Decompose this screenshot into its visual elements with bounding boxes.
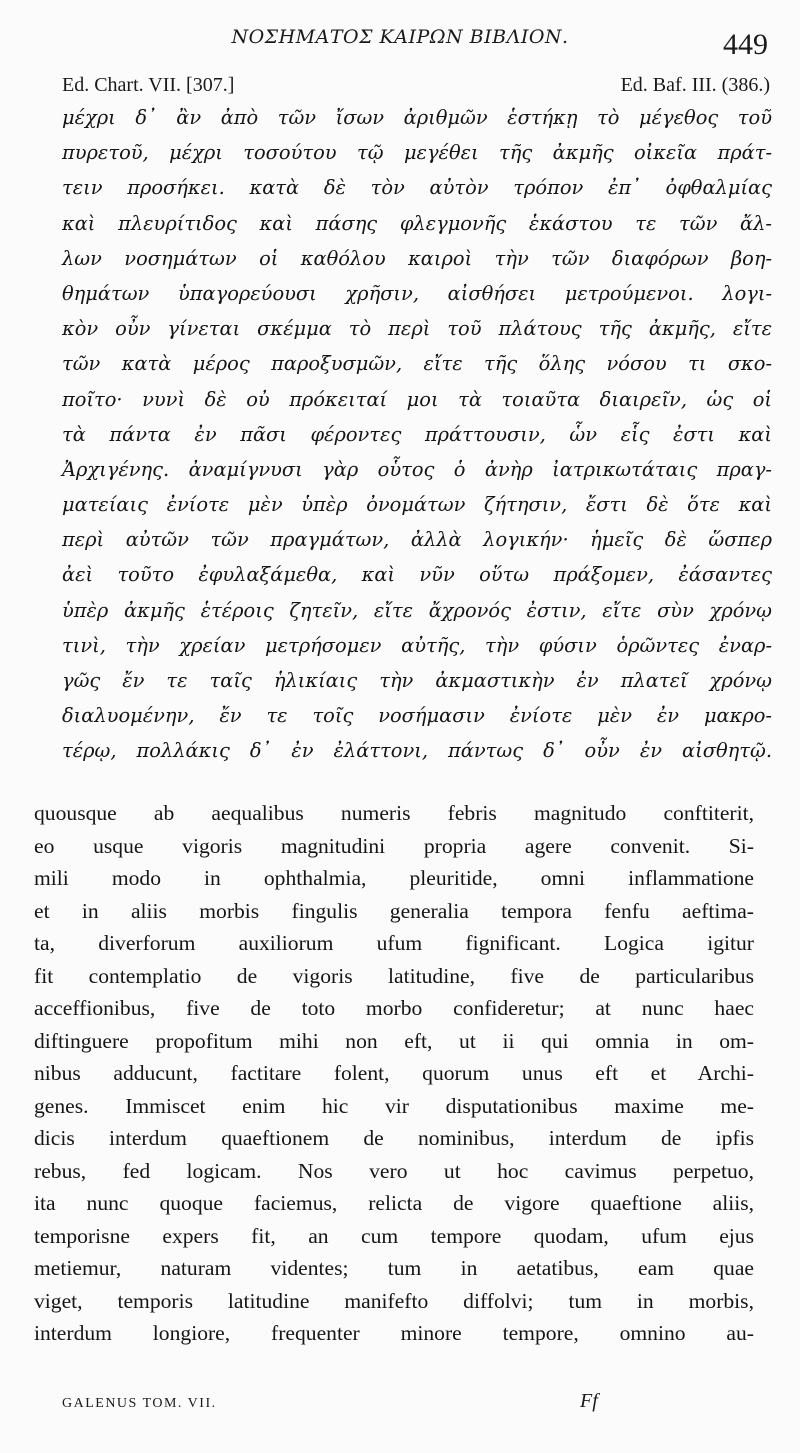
latin-line: mili modo in ophthalmia, pleuritide, omni inflammatione [34, 866, 754, 890]
greek-line: ποῖτο· νυνὶ δὲ οὐ πρόκειταί μοι τὰ τοιαῦτα διαιρεῖν, ὡς οἱ [62, 387, 772, 411]
latin-line: rebus, fed logicam. Nos vero ut hoc cavimus perpetuo, [34, 1158, 754, 1183]
latin-line: temporisne expers fit, an cum tempore quodam, ufum ejus [34, 1223, 754, 1248]
greek-line: διαλυομένην, ἔν τε τοῖς νοσήμασιν ἐνίοτε μὲν ἐν μακρο- [62, 704, 772, 728]
latin-line: ita nunc quoque faciemus, relicta de vigore quaeftione aliis, [34, 1191, 754, 1215]
sheet-mark: Ff [580, 1390, 598, 1412]
greek-line: κὸν οὖν γίνεται σκέμμα τὸ περὶ τοῦ πλάτους τῆς ἀκμῆς, εἴτε [62, 317, 772, 341]
greek-line: θημάτων ὑπαγορεύουσι χρῆσιν, αἰσθήσει μετρούμενοι. λογι- [62, 281, 772, 305]
latin-line: nibus adducunt, factitare folent, quorum unus eft et Archi- [34, 1061, 754, 1085]
greek-text-block [62, 100, 772, 769]
greek-line: τῶν κατὰ μέρος παροξυσμῶν, εἴτε τῆς ὅλης νόσου τι σκο- [62, 352, 772, 376]
greek-line: τειν προσήκει. κατὰ δὲ τὸν αὐτὸν τρόπον ἐπ᾽ ὀφθαλμίας [62, 176, 772, 200]
greek-line: καὶ πλευρίτιδος καὶ πάσης φλεγμονῆς ἑκάστου τε τῶν ἄλ- [62, 211, 772, 235]
greek-line: ὑπὲρ ἀκμῆς ἑτέροις ζητεῖν, εἴτε ἄχρονός ἐστιν, εἴτε σὺν χρόνῳ [62, 598, 772, 622]
latin-line: ta, diverforum auxiliorum ufum fignificant. Logica igitur [34, 931, 754, 955]
greek-line: τινὶ, τὴν χρείαν μετρήσομεν αὐτῆς, τὴν φύσιν ὁρῶντες ἐναρ- [62, 633, 772, 657]
greek-line: γῶς ἔν τε ταῖς ἡλικίαις τὴν ἀκμαστικὴν ἐν πλατεῖ χρόνῳ [62, 669, 772, 692]
greek-line: ματείαις ἐνίοτε μὲν ὑπὲρ ὀνομάτων ζήτησιν, ἔστι δὲ ὅτε καὶ [62, 493, 772, 517]
latin-line: interdum longiore, frequenter minore tempore, omnino au- [34, 1321, 754, 1345]
greek-line: Ἀρχιγένης. ἀναμίγνυσι γὰρ οὗτος ὁ ἀνὴρ ἰατρικωτάταις πραγ- [62, 457, 772, 481]
running-title: ΝΟΣΗΜΑΤΟΣ ΚΑΙΡΩΝ ΒΙΒΛΙΟΝ. [231, 26, 569, 48]
greek-line: ἀεὶ τοῦτο ἐφυλαξάμεθα, καὶ νῦν οὕτω πράξομεν, ἐάσαντες [62, 563, 772, 587]
latin-line: metiemur, naturam videntes; tum in aetatibus, eam quae [34, 1256, 754, 1280]
latin-line: diftinguere propofitum mihi non eft, ut ii qui omnia in om- [34, 1028, 754, 1053]
latin-line: dicis interdum quaeftionem de nominibus, interdum de ipfis [34, 1126, 754, 1150]
latin-line: acceffionibus, five de toto morbo confideretur; at nunc haec [34, 996, 754, 1020]
greek-line: λων νοσημάτων οἱ καθόλου καιροὶ τὴν τῶν διαφόρων βοη- [62, 246, 772, 270]
latin-line: quousque ab aequalibus numeris febris magnitudo conftiterit, [34, 801, 754, 825]
printer-signature: GALENUS TOM. VII. [62, 1396, 217, 1411]
edition-reference-basel: Ed. Baf. III. (386.) [620, 74, 770, 96]
latin-text-block [34, 797, 754, 1350]
latin-line: genes. Immiscet enim hic vir disputationibus maxime me- [34, 1093, 754, 1118]
greek-line: τέρῳ, πολλάκις δ᾽ ἐν ἐλάττονι, πάντως δ᾽ οὖν ἐν αἰσθητῷ. [62, 739, 772, 763]
greek-line: πυρετοῦ, μέχρι τοσούτου τῷ μεγέθει τῆς ἀκμῆς οἰκεῖα πράτ- [62, 141, 772, 165]
page-number: 449 [723, 28, 768, 61]
greek-line: τὰ πάντα ἐν πᾶσι φέροντες πράττουσιν, ὧν εἷς ἐστι καὶ [62, 422, 772, 446]
greek-line: μέχρι δ᾽ ἂν ἀπὸ τῶν ἴσων ἀριθμῶν ἑστήκῃ τὸ μέγεθος τοῦ [62, 106, 772, 129]
latin-line: viget, temporis latitudine manifefto diffolvi; tum in morbis, [34, 1288, 754, 1313]
latin-line: et in aliis morbis fingulis generalia tempora fenfu aeftima- [34, 898, 754, 923]
edition-reference-chartier: Ed. Chart. VII. [307.] [62, 74, 235, 96]
latin-line: fit contemplatio de vigoris latitudine, five de particularibus [34, 963, 754, 988]
latin-line: eo usque vigoris magnitudini propria agere convenit. Si- [34, 833, 754, 858]
greek-line: περὶ αὐτῶν τῶν πραγμάτων, ἀλλὰ λογικήν· ἡμεῖς δὲ ὥσπερ [62, 528, 772, 552]
